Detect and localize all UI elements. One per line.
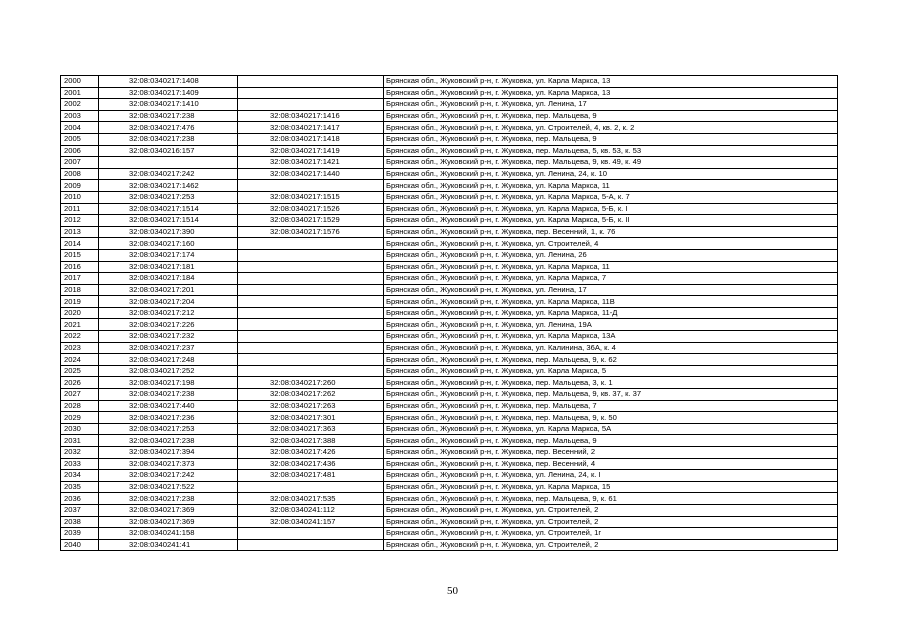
table-row (61, 99, 838, 111)
row-number-cell: 2004 (61, 122, 99, 134)
address-cell: Брянская обл., Жуковский р-н, г. Жуковка, пер. Мальцева, 9, к. 61 (384, 493, 838, 505)
row-number-cell: 2012 (61, 215, 99, 227)
address-cell: Брянская обл., Жуковский р-н, г. Жуковка, ул. Карла Маркса, 13 (384, 87, 838, 99)
row-number-cell: 2034 (61, 470, 99, 482)
row-number-cell: 2001 (61, 87, 99, 99)
address-cell: Брянская обл., Жуковский р-н, г. Жуковка, ул. Карла Маркса, 11 (384, 180, 838, 192)
cadastral-number-cell: 32:08:0340217:476 (99, 122, 238, 134)
table-row (61, 191, 838, 203)
address-cell: Брянская обл., Жуковский р-н, г. Жуковка, ул. Карла Маркса, 11-Д (384, 307, 838, 319)
cadastral-number-cell: 32:08:0340216:157 (99, 145, 238, 157)
cadastral-number-cell: 32:08:0340217:369 (99, 516, 238, 528)
address-cell: Брянская обл., Жуковский р-н, г. Жуковка, ул. Строителей, 4 (384, 238, 838, 250)
table-row (61, 203, 838, 215)
cadastral-number-cell: 32:08:0340217:238 (99, 493, 238, 505)
row-number-cell: 2021 (61, 319, 99, 331)
row-number-cell: 2036 (61, 493, 99, 505)
address-cell: Брянская обл., Жуковский р-н, г. Жуковка, ул. Строителей, 2 (384, 504, 838, 516)
cadastral-number-cell: 32:08:0340217:248 (99, 354, 238, 366)
table-row (61, 389, 838, 401)
address-cell: Брянская обл., Жуковский р-н, г. Жуковка, ул. Калинина, 36А, к. 4 (384, 342, 838, 354)
row-number-cell: 2039 (61, 528, 99, 540)
cadastral-number-cell: 32:08:0340217:1408 (99, 76, 238, 88)
related-cadastral-number-cell: 32:08:0340217:1416 (238, 110, 384, 122)
row-number-cell: 2035 (61, 481, 99, 493)
address-cell: Брянская обл., Жуковский р-н, г. Жуковка, пер. Мальцева, 9 (384, 435, 838, 447)
row-number-cell: 2003 (61, 110, 99, 122)
related-cadastral-number-cell (238, 238, 384, 250)
address-cell: Брянская обл., Жуковский р-н, г. Жуковка, ул. Карла Маркса, 5-Б, к. I (384, 203, 838, 215)
table-row (61, 226, 838, 238)
address-cell: Брянская обл., Жуковский р-н, г. Жуковка, ул. Ленина, 19А (384, 319, 838, 331)
related-cadastral-number-cell: 32:08:0340217:1417 (238, 122, 384, 134)
row-number-cell: 2008 (61, 168, 99, 180)
table-row (61, 447, 838, 459)
table-row (61, 319, 838, 331)
address-cell: Брянская обл., Жуковский р-н, г. Жуковка, пер. Мальцева, 9, кв. 49, к. 49 (384, 157, 838, 169)
related-cadastral-number-cell (238, 539, 384, 551)
address-cell: Брянская обл., Жуковский р-н, г. Жуковка, ул. Строителей, 2 (384, 516, 838, 528)
address-cell: Брянская обл., Жуковский р-н, г. Жуковка, пер. Мальцева, 9, кв. 37, к. 37 (384, 389, 838, 401)
table-row (61, 493, 838, 505)
table-row (61, 331, 838, 343)
table-row (61, 516, 838, 528)
address-cell: Брянская обл., Жуковский р-н, г. Жуковка, пер. Мальцева, 3, к. 1 (384, 377, 838, 389)
page-number: 50 (447, 585, 458, 597)
cadastral-number-cell: 32:08:0340217:201 (99, 284, 238, 296)
table-row (61, 481, 838, 493)
related-cadastral-number-cell: 32:08:0340241:157 (238, 516, 384, 528)
address-cell: Брянская обл., Жуковский р-н, г. Жуковка, пер. Весенний, 2 (384, 447, 838, 459)
table-row (61, 342, 838, 354)
table-row (61, 528, 838, 540)
related-cadastral-number-cell (238, 528, 384, 540)
table-row (61, 145, 838, 157)
related-cadastral-number-cell (238, 180, 384, 192)
cadastral-number-cell: 32:08:0340217:226 (99, 319, 238, 331)
row-number-cell: 2028 (61, 400, 99, 412)
address-cell: Брянская обл., Жуковский р-н, г. Жуковка, ул. Карла Маркса, 15 (384, 481, 838, 493)
related-cadastral-number-cell (238, 307, 384, 319)
row-number-cell: 2025 (61, 365, 99, 377)
address-cell: Брянская обл., Жуковский р-н, г. Жуковка, пер. Весенний, 1, к. 76 (384, 226, 838, 238)
related-cadastral-number-cell: 32:08:0340217:1440 (238, 168, 384, 180)
related-cadastral-number-cell: 32:08:0340217:260 (238, 377, 384, 389)
address-cell: Брянская обл., Жуковский р-н, г. Жуковка, ул. Строителей, 1г (384, 528, 838, 540)
table-row (61, 354, 838, 366)
row-number-cell: 2010 (61, 191, 99, 203)
address-cell: Брянская обл., Жуковский р-н, г. Жуковка, пер. Мальцева, 9 (384, 133, 838, 145)
row-number-cell: 2016 (61, 261, 99, 273)
row-number-cell: 2031 (61, 435, 99, 447)
related-cadastral-number-cell (238, 481, 384, 493)
address-cell: Брянская обл., Жуковский р-н, г. Жуковка, ул. Ленина, 26 (384, 249, 838, 261)
table-row (61, 435, 838, 447)
cadastral-number-cell: 32:08:0340217:394 (99, 447, 238, 459)
related-cadastral-number-cell (238, 249, 384, 261)
row-number-cell: 2023 (61, 342, 99, 354)
cadastral-number-cell: 32:08:0340217:369 (99, 504, 238, 516)
related-cadastral-number-cell: 32:08:0340217:262 (238, 389, 384, 401)
cadastral-number-cell: 32:08:0340217:252 (99, 365, 238, 377)
related-cadastral-number-cell: 32:08:0340217:1418 (238, 133, 384, 145)
cadastral-number-cell: 32:08:0340217:238 (99, 110, 238, 122)
related-cadastral-number-cell: 32:08:0340217:363 (238, 423, 384, 435)
address-cell: Брянская обл., Жуковский р-н, г. Жуковка, ул. Карла Маркса, 5-Б, к. II (384, 215, 838, 227)
table-body (61, 76, 838, 551)
related-cadastral-number-cell (238, 87, 384, 99)
table-row (61, 284, 838, 296)
row-number-cell: 2011 (61, 203, 99, 215)
row-number-cell: 2018 (61, 284, 99, 296)
address-cell: Брянская обл., Жуковский р-н, г. Жуковка, ул. Ленина, 24, к. I (384, 470, 838, 482)
address-cell: Брянская обл., Жуковский р-н, г. Жуковка, пер. Мальцева, 9 (384, 110, 838, 122)
related-cadastral-number-cell (238, 354, 384, 366)
related-cadastral-number-cell (238, 261, 384, 273)
table-row (61, 168, 838, 180)
related-cadastral-number-cell (238, 319, 384, 331)
address-cell: Брянская обл., Жуковский р-н, г. Жуковка, пер. Мальцева, 5, кв. 53, к. 53 (384, 145, 838, 157)
row-number-cell: 2000 (61, 76, 99, 88)
table-row (61, 249, 838, 261)
cadastral-number-cell: 32:08:0340241:158 (99, 528, 238, 540)
address-cell: Брянская обл., Жуковский р-н, г. Жуковка, ул. Карла Маркса, 13А (384, 331, 838, 343)
cadastral-number-cell: 32:08:0340217:1462 (99, 180, 238, 192)
table-row (61, 296, 838, 308)
cadastral-number-cell: 32:08:0340217:1514 (99, 203, 238, 215)
table-row (61, 76, 838, 88)
related-cadastral-number-cell: 32:08:0340217:1515 (238, 191, 384, 203)
related-cadastral-number-cell (238, 99, 384, 111)
row-number-cell: 2026 (61, 377, 99, 389)
address-cell: Брянская обл., Жуковский р-н, г. Жуковка, ул. Карла Маркса, 5А (384, 423, 838, 435)
cadastral-number-cell: 32:08:0340217:238 (99, 435, 238, 447)
related-cadastral-number-cell: 32:08:0340217:426 (238, 447, 384, 459)
row-number-cell: 2009 (61, 180, 99, 192)
table-row (61, 261, 838, 273)
cadastral-table (60, 75, 838, 551)
table-row (61, 110, 838, 122)
address-cell: Брянская обл., Жуковский р-н, г. Жуковка, ул. Карла Маркса, 13 (384, 76, 838, 88)
row-number-cell: 2032 (61, 447, 99, 459)
address-cell: Брянская обл., Жуковский р-н, г. Жуковка, ул. Карла Маркса, 7 (384, 273, 838, 285)
cadastral-number-cell: 32:08:0340217:198 (99, 377, 238, 389)
related-cadastral-number-cell: 32:08:0340217:1419 (238, 145, 384, 157)
address-cell: Брянская обл., Жуковский р-н, г. Жуковка, ул. Ленина, 17 (384, 99, 838, 111)
table-row (61, 273, 838, 285)
row-number-cell: 2037 (61, 504, 99, 516)
row-number-cell: 2040 (61, 539, 99, 551)
cadastral-number-cell: 32:08:0340217:253 (99, 423, 238, 435)
table-row (61, 400, 838, 412)
row-number-cell: 2006 (61, 145, 99, 157)
cadastral-number-cell: 32:08:0340217:373 (99, 458, 238, 470)
cadastral-number-cell: 32:08:0340217:204 (99, 296, 238, 308)
address-cell: Брянская обл., Жуковский р-н, г. Жуковка, ул. Карла Маркса, 5-А, к. 7 (384, 191, 838, 203)
table-row (61, 504, 838, 516)
row-number-cell: 2029 (61, 412, 99, 424)
address-cell: Брянская обл., Жуковский р-н, г. Жуковка, ул. Ленина, 24, к. 10 (384, 168, 838, 180)
related-cadastral-number-cell: 32:08:0340217:535 (238, 493, 384, 505)
related-cadastral-number-cell: 32:08:0340217:388 (238, 435, 384, 447)
table-row (61, 539, 838, 551)
row-number-cell: 2015 (61, 249, 99, 261)
related-cadastral-number-cell (238, 273, 384, 285)
cadastral-number-cell: 32:08:0340217:390 (99, 226, 238, 238)
related-cadastral-number-cell: 32:08:0340241:112 (238, 504, 384, 516)
row-number-cell: 2024 (61, 354, 99, 366)
address-cell: Брянская обл., Жуковский р-н, г. Жуковка, ул. Карла Маркса, 5 (384, 365, 838, 377)
address-cell: Брянская обл., Жуковский р-н, г. Жуковка, ул. Строителей, 4, кв. 2, к. 2 (384, 122, 838, 134)
row-number-cell: 2002 (61, 99, 99, 111)
row-number-cell: 2022 (61, 331, 99, 343)
table-row (61, 458, 838, 470)
related-cadastral-number-cell (238, 296, 384, 308)
related-cadastral-number-cell (238, 76, 384, 88)
related-cadastral-number-cell (238, 331, 384, 343)
table-row (61, 180, 838, 192)
related-cadastral-number-cell (238, 284, 384, 296)
related-cadastral-number-cell: 32:08:0340217:1421 (238, 157, 384, 169)
address-cell: Брянская обл., Жуковский р-н, г. Жуковка, пер. Мальцева, 9, к. 50 (384, 412, 838, 424)
cadastral-number-cell: 32:08:0340217:181 (99, 261, 238, 273)
cadastral-number-cell: 32:08:0340217:242 (99, 168, 238, 180)
table-row (61, 215, 838, 227)
cadastral-number-cell: 32:08:0340217:160 (99, 238, 238, 250)
cadastral-number-cell: 32:08:0340217:238 (99, 389, 238, 401)
address-cell: Брянская обл., Жуковский р-н, г. Жуковка, пер. Весенний, 4 (384, 458, 838, 470)
related-cadastral-number-cell: 32:08:0340217:436 (238, 458, 384, 470)
cadastral-number-cell: 32:08:0340241:41 (99, 539, 238, 551)
row-number-cell: 2038 (61, 516, 99, 528)
table-row (61, 377, 838, 389)
row-number-cell: 2027 (61, 389, 99, 401)
row-number-cell: 2007 (61, 157, 99, 169)
cadastral-number-cell: 32:08:0340217:238 (99, 133, 238, 145)
table-row (61, 470, 838, 482)
cadastral-number-cell: 32:08:0340217:253 (99, 191, 238, 203)
table-row (61, 122, 838, 134)
row-number-cell: 2017 (61, 273, 99, 285)
row-number-cell: 2013 (61, 226, 99, 238)
related-cadastral-number-cell (238, 365, 384, 377)
cadastral-number-cell: 32:08:0340217:232 (99, 331, 238, 343)
cadastral-number-cell: 32:08:0340217:236 (99, 412, 238, 424)
cadastral-number-cell: 32:08:0340217:174 (99, 249, 238, 261)
related-cadastral-number-cell: 32:08:0340217:263 (238, 400, 384, 412)
related-cadastral-number-cell: 32:08:0340217:1526 (238, 203, 384, 215)
related-cadastral-number-cell: 32:08:0340217:481 (238, 470, 384, 482)
table-row (61, 87, 838, 99)
table-row (61, 365, 838, 377)
related-cadastral-number-cell (238, 342, 384, 354)
related-cadastral-number-cell: 32:08:0340217:1529 (238, 215, 384, 227)
address-cell: Брянская обл., Жуковский р-н, г. Жуковка, пер. Мальцева, 9, к. 62 (384, 354, 838, 366)
table-row (61, 412, 838, 424)
address-cell: Брянская обл., Жуковский р-н, г. Жуковка, пер. Мальцева, 7 (384, 400, 838, 412)
address-cell: Брянская обл., Жуковский р-н, г. Жуковка, ул. Карла Маркса, 11 (384, 261, 838, 273)
row-number-cell: 2005 (61, 133, 99, 145)
row-number-cell: 2014 (61, 238, 99, 250)
cadastral-number-cell: 32:08:0340217:237 (99, 342, 238, 354)
table-row (61, 133, 838, 145)
row-number-cell: 2019 (61, 296, 99, 308)
address-cell: Брянская обл., Жуковский р-н, г. Жуковка, ул. Ленина, 17 (384, 284, 838, 296)
table-row (61, 307, 838, 319)
cadastral-number-cell: 32:08:0340217:522 (99, 481, 238, 493)
cadastral-number-cell: 32:08:0340217:1410 (99, 99, 238, 111)
related-cadastral-number-cell: 32:08:0340217:301 (238, 412, 384, 424)
table-row (61, 423, 838, 435)
cadastral-number-cell: 32:08:0340217:440 (99, 400, 238, 412)
cadastral-number-cell: 32:08:0340217:212 (99, 307, 238, 319)
related-cadastral-number-cell: 32:08:0340217:1576 (238, 226, 384, 238)
table-row (61, 238, 838, 250)
cadastral-number-cell: 32:08:0340217:1514 (99, 215, 238, 227)
row-number-cell: 2033 (61, 458, 99, 470)
address-cell: Брянская обл., Жуковский р-н, г. Жуковка, ул. Строителей, 2 (384, 539, 838, 551)
row-number-cell: 2030 (61, 423, 99, 435)
cadastral-number-cell: 32:08:0340217:184 (99, 273, 238, 285)
address-cell: Брянская обл., Жуковский р-н, г. Жуковка, ул. Карла Маркса, 11В (384, 296, 838, 308)
cadastral-number-cell: 32:08:0340217:242 (99, 470, 238, 482)
cadastral-number-cell: 32:08:0340217:1409 (99, 87, 238, 99)
cadastral-number-cell (99, 157, 238, 169)
table-row (61, 157, 838, 169)
row-number-cell: 2020 (61, 307, 99, 319)
